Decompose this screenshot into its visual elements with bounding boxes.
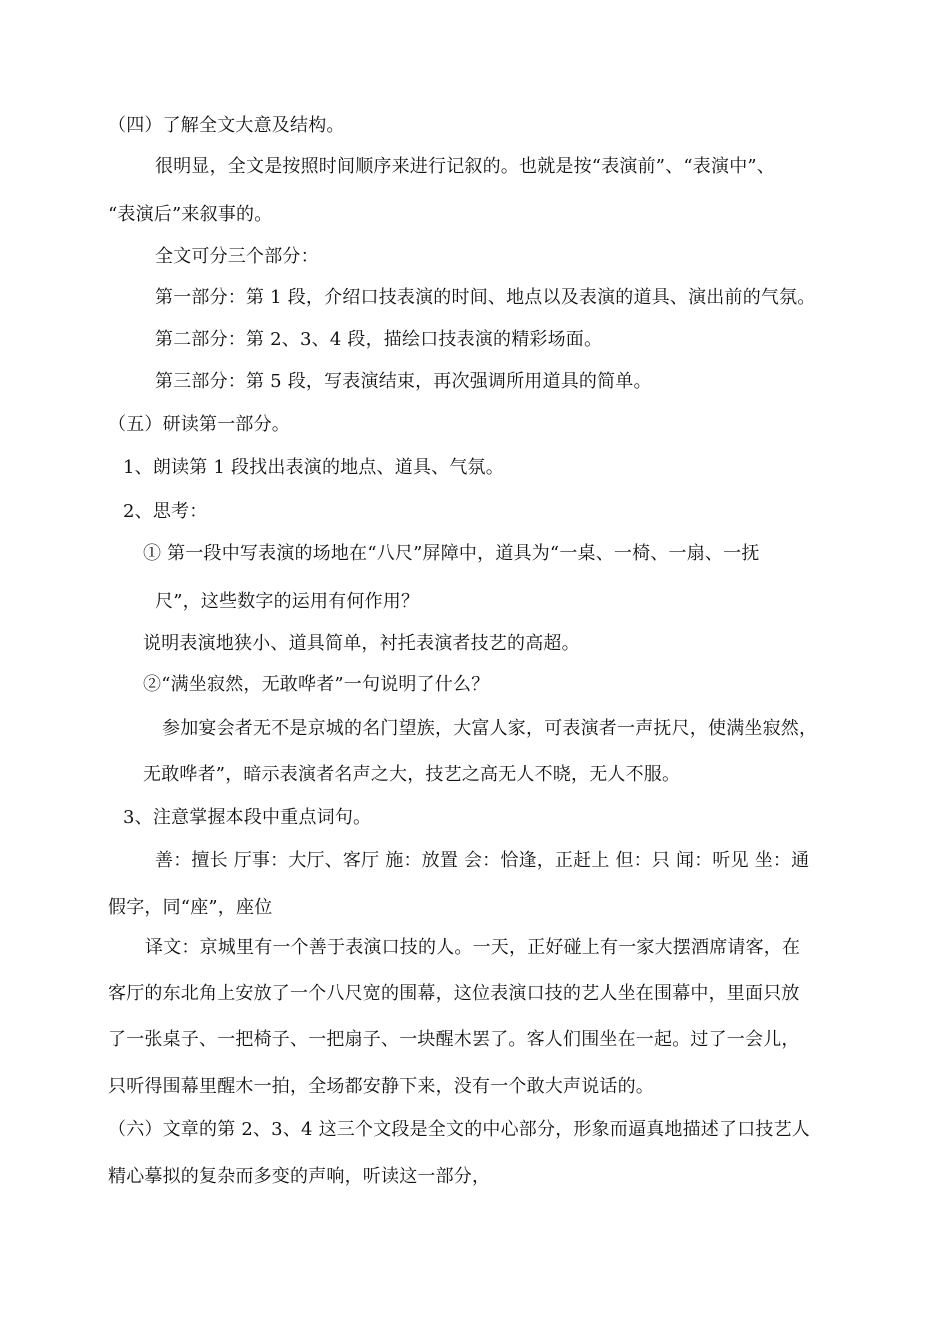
vocabulary-line: 假字，同“座”，座位 [108, 897, 273, 918]
answer-line: 说明表演地狭小、道具简单，衬托表演者技艺的高超。 [143, 633, 580, 654]
paragraph-line: 很明显，全文是按照时间顺序来进行记叙的。也就是按“表演前”、“表演中”、 [155, 156, 776, 177]
section-heading-4: （四）了解全文大意及结构。 [108, 115, 345, 136]
translation-line: 只听得围幕里醒木一拍，全场都安静下来，没有一个敢大声说话的。 [108, 1076, 654, 1097]
paragraph-line: 第二部分：第 2、3、4 段，描绘口技表演的精彩场面。 [155, 329, 603, 350]
question-line: ②“满坐寂然，无敢哗者”一句说明了什么？ [143, 674, 490, 695]
list-item: 3、注意掌握本段中重点词句。 [123, 807, 372, 828]
paragraph-line: 第三部分：第 5 段，写表演结束，再次强调所用道具的简单。 [155, 371, 652, 392]
section-heading-5: （五）研读第一部分。 [108, 414, 290, 435]
translation-line: 译文：京城里有一个善于表演口技的人。一天，正好碰上有一家大摆酒席请客，在 [145, 937, 801, 958]
translation-line: 客厅的东北角上安放了一个八尺宽的围幕，这位表演口技的艺人坐在围幕中，里面只放 [108, 983, 800, 1004]
translation-line: 了一张桌子、一把椅子、一把扇子、一块醒木罢了。客人们围坐在一起。过了一会儿， [108, 1029, 800, 1050]
paragraph-line: 精心摹拟的复杂而多变的声响，听读这一部分， [108, 1166, 491, 1187]
paragraph-line: 第一部分：第 1 段，介绍口技表演的时间、地点以及表演的道具、演出前的气氛。 [155, 287, 816, 308]
list-item: 2、思考： [123, 501, 208, 522]
section-heading-6: （六）文章的第 2、3、4 这三个文段是全文的中心部分，形象而逼真地描述了口技艺人 [108, 1119, 810, 1140]
question-line: ① 第一段中写表演的场地在“八尺”屏障中，道具为“一桌、一椅、一扇、一抚 [143, 543, 760, 564]
list-item: 1、朗读第 1 段找出表演的地点、道具、气氛。 [123, 457, 504, 478]
paragraph-line: “表演后”来叙事的。 [108, 204, 273, 225]
answer-line: 无敢哗者”，暗示表演者名声之大，技艺之高无人不晓，无人不服。 [143, 764, 681, 785]
answer-line: 参加宴会者无不是京城的名门望族，大富人家，可表演者一声抚尺，使满坐寂然， [162, 718, 818, 739]
paragraph-line: 全文可分三个部分： [155, 246, 319, 267]
question-line: 尺”，这些数字的运用有何作用？ [155, 591, 420, 612]
vocabulary-line: 善：擅长 厅事：大厅、客厅 施：放置 会：恰逢，正赶上 但：只 闻：听见 坐：通 [155, 850, 810, 871]
